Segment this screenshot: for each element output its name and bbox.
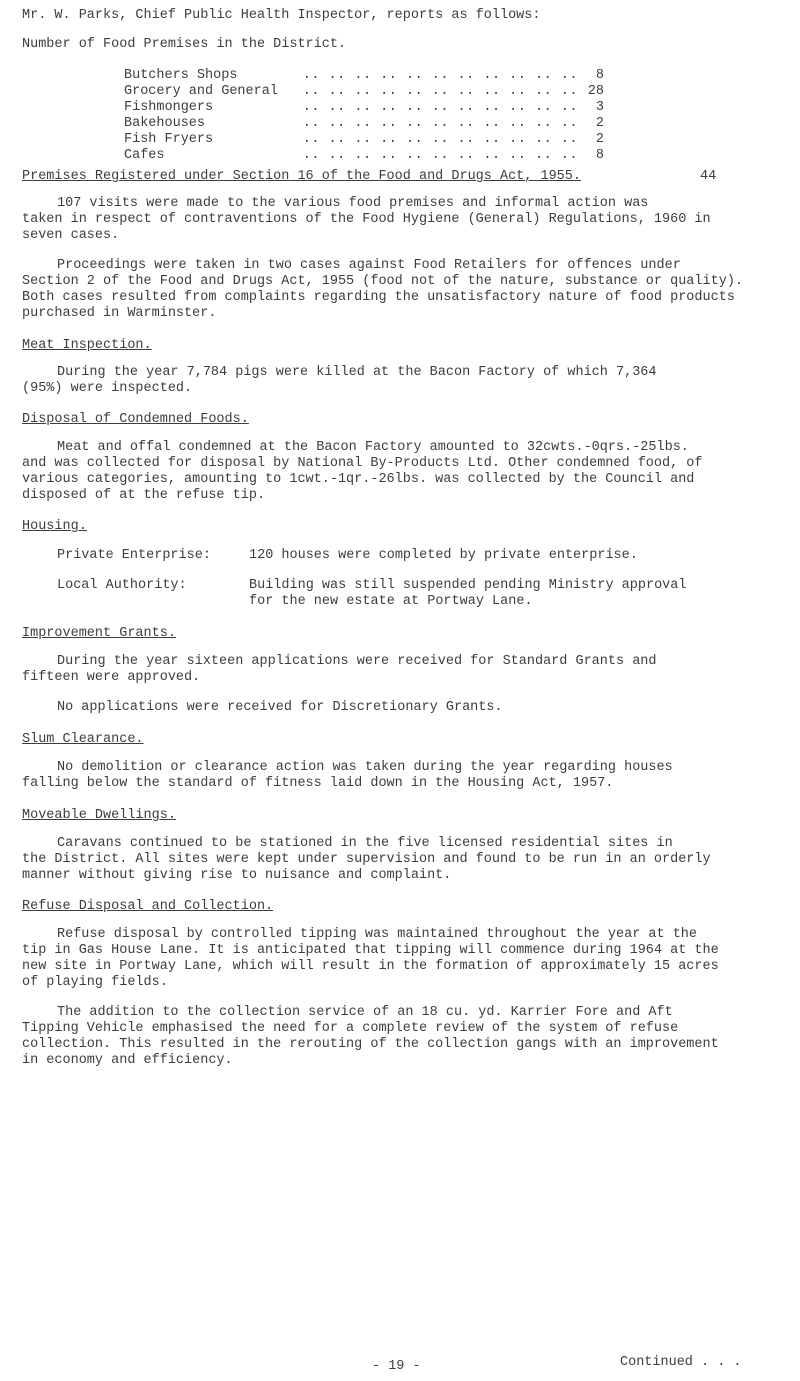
refuse-line: The addition to the collection service of an 18 cu. yd. Karrier Fore and Aft xyxy=(57,1005,673,1020)
meat-heading: Meat Inspection. xyxy=(22,338,152,353)
slum-heading: Slum Clearance. xyxy=(22,732,144,747)
premises-label: Fishmongers xyxy=(124,100,217,115)
housing-private-label: Private Enterprise: xyxy=(57,548,211,563)
slum-line: falling below the standard of fitness laid down in the Housing Act, 1957. xyxy=(22,776,614,791)
premises-row: .. .. .. .. .. .. .. .. .. .. .. Grocery and General 28 xyxy=(124,84,604,99)
housing-heading: Housing. xyxy=(22,519,87,534)
visits-line: 107 visits were made to the various food premises and informal action was xyxy=(57,196,649,211)
housing-private-text: 120 houses were completed by private enterprise. xyxy=(249,548,638,563)
grants-line: During the year sixteen applications were received for Standard Grants and xyxy=(57,654,657,669)
refuse-heading: Refuse Disposal and Collection. xyxy=(22,899,274,914)
refuse-line: in economy and efficiency. xyxy=(22,1053,233,1068)
refuse-line: new site in Portway Lane, which will result in the formation of approximately 15 acres xyxy=(22,959,719,974)
premises-label: Bakehouses xyxy=(124,116,209,131)
premises-value: 28 xyxy=(587,84,604,99)
premises-value: 2 xyxy=(595,132,604,147)
disposal-line: disposed of at the refuse tip. xyxy=(22,488,266,503)
proceedings-line: Proceedings were taken in two cases against Food Retailers for offences under xyxy=(57,258,681,273)
refuse-line: Refuse disposal by controlled tipping was maintained throughout the year at the xyxy=(57,927,698,942)
continued-note: Continued . . . xyxy=(620,1355,742,1370)
disposal-line: Meat and offal condemned at the Bacon Factory amounted to 32cwts.-0qrs.-25lbs. xyxy=(57,440,689,455)
premises-value: 8 xyxy=(595,68,604,83)
premises-label: Fish Fryers xyxy=(124,132,217,147)
premises-row: .. .. .. .. .. .. .. .. .. .. .. Fish Fryers 2 xyxy=(124,132,604,147)
disposal-line: various categories, amounting to 1cwt.-1qr.-26lbs. was collected by the Council and xyxy=(22,472,695,487)
housing-local-text: Building was still suspended pending Ministry approval xyxy=(249,578,687,593)
proceedings-line: Both cases resulted from complaints regarding the unsatisfactory nature of food products xyxy=(22,290,735,305)
proceedings-line: purchased in Warminster. xyxy=(22,306,217,321)
premises-label: Cafes xyxy=(124,148,169,163)
grants-discretionary: No applications were received for Discretionary Grants. xyxy=(57,700,503,715)
premises-label: Butchers Shops xyxy=(124,68,241,83)
movable-line: manner without giving rise to nuisance and complaint. xyxy=(22,868,452,883)
intro-line: Mr. W. Parks, Chief Public Health Inspector, reports as follows: xyxy=(22,8,541,23)
premises-row: .. .. .. .. .. .. .. .. .. .. .. Bakehouses 2 xyxy=(124,116,604,131)
premises-label: Grocery and General xyxy=(124,84,282,99)
refuse-line: collection. This resulted in the rerouting of the collection gangs with an improvement xyxy=(22,1037,719,1052)
premises-row: .. .. .. .. .. .. .. .. .. .. .. Cafes 8 xyxy=(124,148,604,163)
grants-heading: Improvement Grants. xyxy=(22,626,176,641)
meat-line: During the year 7,784 pigs were killed at the Bacon Factory of which 7,364 xyxy=(57,365,657,380)
premises-row: .. .. .. .. .. .. .. .. .. .. .. Butchers Shops 8 xyxy=(124,68,604,83)
movable-heading: Moveable Dwellings. xyxy=(22,808,176,823)
slum-line: No demolition or clearance action was taken during the year regarding houses xyxy=(57,760,673,775)
movable-line: Caravans continued to be stationed in the five licensed residential sites in xyxy=(57,836,673,851)
disposal-line: and was collected for disposal by National By-Products Ltd. Other condemned food, of xyxy=(22,456,703,471)
registered-value: 44 xyxy=(700,169,717,184)
housing-local-text: for the new estate at Portway Lane. xyxy=(249,594,533,609)
visits-line: seven cases. xyxy=(22,228,120,243)
premises-value: 2 xyxy=(595,116,604,131)
premises-value: 3 xyxy=(595,100,604,115)
registered-label: Premises Registered under Section 16 of the Food and Drugs Act, 1955. xyxy=(22,169,581,184)
refuse-line: of playing fields. xyxy=(22,975,168,990)
disposal-heading: Disposal of Condemned Foods. xyxy=(22,412,249,427)
proceedings-line: Section 2 of the Food and Drugs Act, 1955 (food not of the nature, substance or quality). xyxy=(22,274,744,289)
grants-line: fifteen were approved. xyxy=(22,670,201,685)
meat-line: (95%) were inspected. xyxy=(22,381,193,396)
visits-line: taken in respect of contraventions of the Food Hygiene (General) Regulations, 1960 in xyxy=(22,212,711,227)
refuse-line: tip in Gas House Lane. It is anticipated that tipping will commence during 1964 at the xyxy=(22,943,719,958)
premises-row: .. .. .. .. .. .. .. .. .. .. .. Fishmongers 3 xyxy=(124,100,604,115)
premises-value: 8 xyxy=(595,148,604,163)
housing-local-label: Local Authority: xyxy=(57,578,187,593)
movable-line: the District. All sites were kept under supervision and found to be run in an orderly xyxy=(22,852,711,867)
refuse-line: Tipping Vehicle emphasised the need for a complete review of the system of refuse xyxy=(22,1021,679,1036)
page-number: - 19 - xyxy=(372,1359,421,1374)
premises-heading: Number of Food Premises in the District. xyxy=(22,37,347,52)
